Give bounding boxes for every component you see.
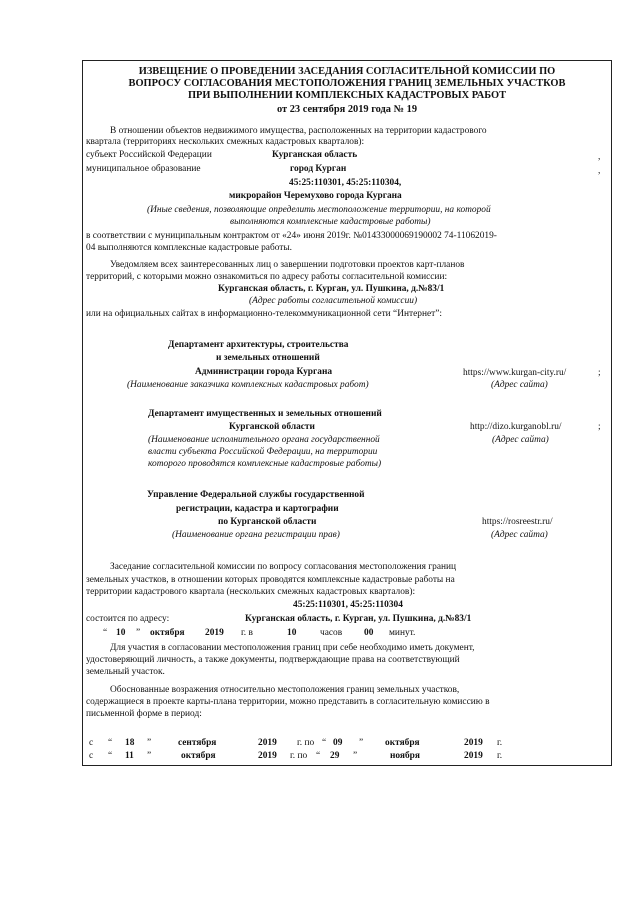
district-name: микрорайон Черемухово города Кургана: [229, 191, 402, 201]
contract-line2: 04 выполняются комплексные кадастровые работы.: [86, 243, 293, 253]
municipality-label: муниципальное образование: [86, 164, 201, 174]
participation-line3: земельный участок.: [86, 667, 165, 677]
participation-line2: удостоверяющий личность, а также документы, подтверждающие права на соответствующий: [86, 655, 460, 665]
period-end-day: 09: [333, 738, 343, 748]
notice-title-line3: ПРИ ВЫПОЛНЕНИИ КОМПЛЕКСНЫХ КАДАСТРОВЫХ РАБОТ: [187, 90, 507, 101]
meeting-minutes: 00: [364, 628, 374, 638]
objections-line1: Обоснованные возражения относительно местоположения границ земельных участков,: [110, 685, 460, 695]
org2-caption3: которого проводятся комплексные кадастровые работы): [148, 459, 382, 469]
period-end-month: октября: [385, 738, 420, 748]
period-quote: “: [108, 751, 113, 761]
contract-line1: в соответствии с муниципальным контрактом от «24» июня 2019г. №01433000069190002 74-11062019-: [86, 231, 497, 241]
period-end-year: 2019: [464, 738, 483, 748]
meeting-quote-open: “: [103, 628, 108, 638]
org3-name-line1: Управление Федеральной службы государственной: [147, 490, 365, 500]
other-info-caption1: (Иные сведения, позволяющие определить местоположение территории, на которой: [147, 205, 491, 215]
org2-site-link[interactable]: http://dizo.kurganobl.ru/: [470, 422, 562, 432]
notice-title-line2: ВОПРОСУ СОГЛАСОВАНИЯ МЕСТОПОЛОЖЕНИЯ ГРАНИЦ ЗЕМЕЛЬНЫХ УЧАСТКОВ: [128, 78, 566, 89]
period-to: г. по: [297, 738, 315, 748]
org3-site-caption: (Адрес сайта): [491, 530, 548, 540]
other-info-caption2: выполняются комплексные кадастровые работы): [230, 217, 431, 227]
period-year-suffix: г.: [497, 751, 503, 761]
period-end-year: 2019: [464, 751, 483, 761]
period-end-day: 29: [330, 751, 340, 761]
objections-line2: содержащиеся в проекте карты-плана территории, можно представить в согласительную комиссию в: [86, 697, 490, 707]
org2-separator: ;: [598, 422, 601, 432]
notice-line2: территорий, с которыми можно ознакомиться по адресу работы согласительной комиссии:: [86, 272, 448, 282]
municipality-comma: ,: [598, 166, 601, 176]
official-sites-line: или на официальных сайтах в информационно-телекоммуникационной сети “Интернет”:: [86, 309, 442, 319]
org3-name-line2: регистрации, кадастра и картографии: [176, 504, 339, 514]
meeting-minutes-label: минут.: [389, 628, 416, 638]
period-quote: “: [316, 751, 321, 761]
meeting-line3: территории кадастрового квартала (нескольких смежных кадастровых кварталов):: [86, 587, 416, 597]
period-start-day: 18: [125, 738, 135, 748]
period-quote: ”: [353, 751, 358, 761]
org2-caption2: власти субъекта Российской Федерации, на территории: [148, 447, 378, 457]
org3-caption: (Наименование органа регистрации прав): [172, 530, 340, 540]
period-to: г. по: [290, 751, 308, 761]
meeting-line1: Заседание согласительной комиссии по вопросу согласования местоположения границ: [110, 562, 457, 572]
org1-name-line2: и земельных отношений: [216, 353, 320, 363]
intro-line2: квартала (территориях нескольких смежных кадастровых кварталов):: [86, 137, 365, 147]
meeting-year: 2019: [205, 628, 224, 638]
period-year-suffix: г.: [497, 738, 503, 748]
org1-name-line1: Департамент архитектуры, строительства: [168, 340, 349, 350]
meeting-address-value: Курганская область, г. Курган, ул. Пушкина, д.№83/1: [245, 614, 472, 624]
notice-date: от 23 сентября 2019 года № 19: [276, 104, 418, 115]
subject-comma: ,: [598, 152, 601, 162]
period-start-month: октября: [181, 751, 216, 761]
participation-line1: Для участия в согласовании местоположения границ при себе необходимо иметь документ,: [110, 643, 475, 653]
meeting-hours: 10: [287, 628, 297, 638]
period-start-year: 2019: [258, 738, 277, 748]
municipality-value: город Курган: [290, 164, 347, 174]
period-start-year: 2019: [258, 751, 277, 761]
meeting-address-label: состоится по адресу:: [86, 614, 170, 624]
org3-site-link[interactable]: https://rosreestr.ru/: [482, 517, 553, 527]
org1-site-link[interactable]: https://www.kurgan-city.ru/: [463, 368, 567, 378]
org3-name-line3: по Курганской области: [218, 517, 317, 527]
org1-separator: ;: [598, 368, 601, 378]
period-quote: ”: [359, 738, 364, 748]
period-start-month: сентября: [178, 738, 217, 748]
meeting-line2: земельных участков, в отношении которых проводятся комплексные кадастровые работы на: [86, 575, 455, 585]
meeting-month: октября: [150, 628, 185, 638]
period-quote: “: [108, 738, 113, 748]
org1-name-line3: Администрации города Кургана: [195, 367, 333, 377]
intro-line1: В отношении объектов недвижимого имущества, расположенных на территории кадастрового: [110, 126, 487, 136]
cadastral-quarters: 45:25:110301, 45:25:110304,: [289, 178, 402, 188]
period-start-day: 11: [125, 751, 134, 761]
objections-line3: письменной форме в период:: [86, 709, 202, 719]
org1-site-caption: (Адрес сайта): [491, 380, 548, 390]
meeting-quarters: 45:25:110301, 45:25:110304: [293, 600, 403, 610]
meeting-hours-label: часов: [320, 628, 343, 638]
org1-caption: (Наименование заказчика комплексных кадастровых работ): [127, 380, 369, 390]
period-quote: “: [322, 738, 327, 748]
commission-address-caption: (Адрес работы согласительной комиссии): [249, 296, 418, 306]
org2-site-caption: (Адрес сайта): [492, 435, 549, 445]
meeting-day: 10: [116, 628, 126, 638]
org2-name-line2: Курганской области: [229, 422, 315, 432]
meeting-quote-close: ”: [136, 628, 141, 638]
org2-name-line1: Департамент имущественных и земельных отношений: [148, 409, 382, 419]
period-from: с: [89, 751, 94, 761]
period-quote: ”: [147, 738, 152, 748]
notice-title-line1: ИЗВЕЩЕНИЕ О ПРОВЕДЕНИИ ЗАСЕДАНИЯ СОГЛАСИТЕЛЬНОЙ КОМИССИИ ПО: [138, 66, 556, 77]
notice-line1: Уведомляем всех заинтересованных лиц о завершении подготовки проектов карт-планов: [110, 260, 465, 270]
meeting-at: г. в: [241, 628, 253, 638]
period-quote: ”: [147, 751, 152, 761]
org2-caption1: (Наименование исполнительного органа государственной: [148, 435, 380, 445]
period-end-month: ноября: [390, 751, 420, 761]
commission-address: Курганская область, г. Курган, ул. Пушкина, д.№83/1: [218, 284, 445, 294]
subject-value: Курганская область: [272, 150, 358, 160]
subject-label: субъект Российской Федерации: [86, 150, 212, 160]
period-from: с: [89, 738, 94, 748]
